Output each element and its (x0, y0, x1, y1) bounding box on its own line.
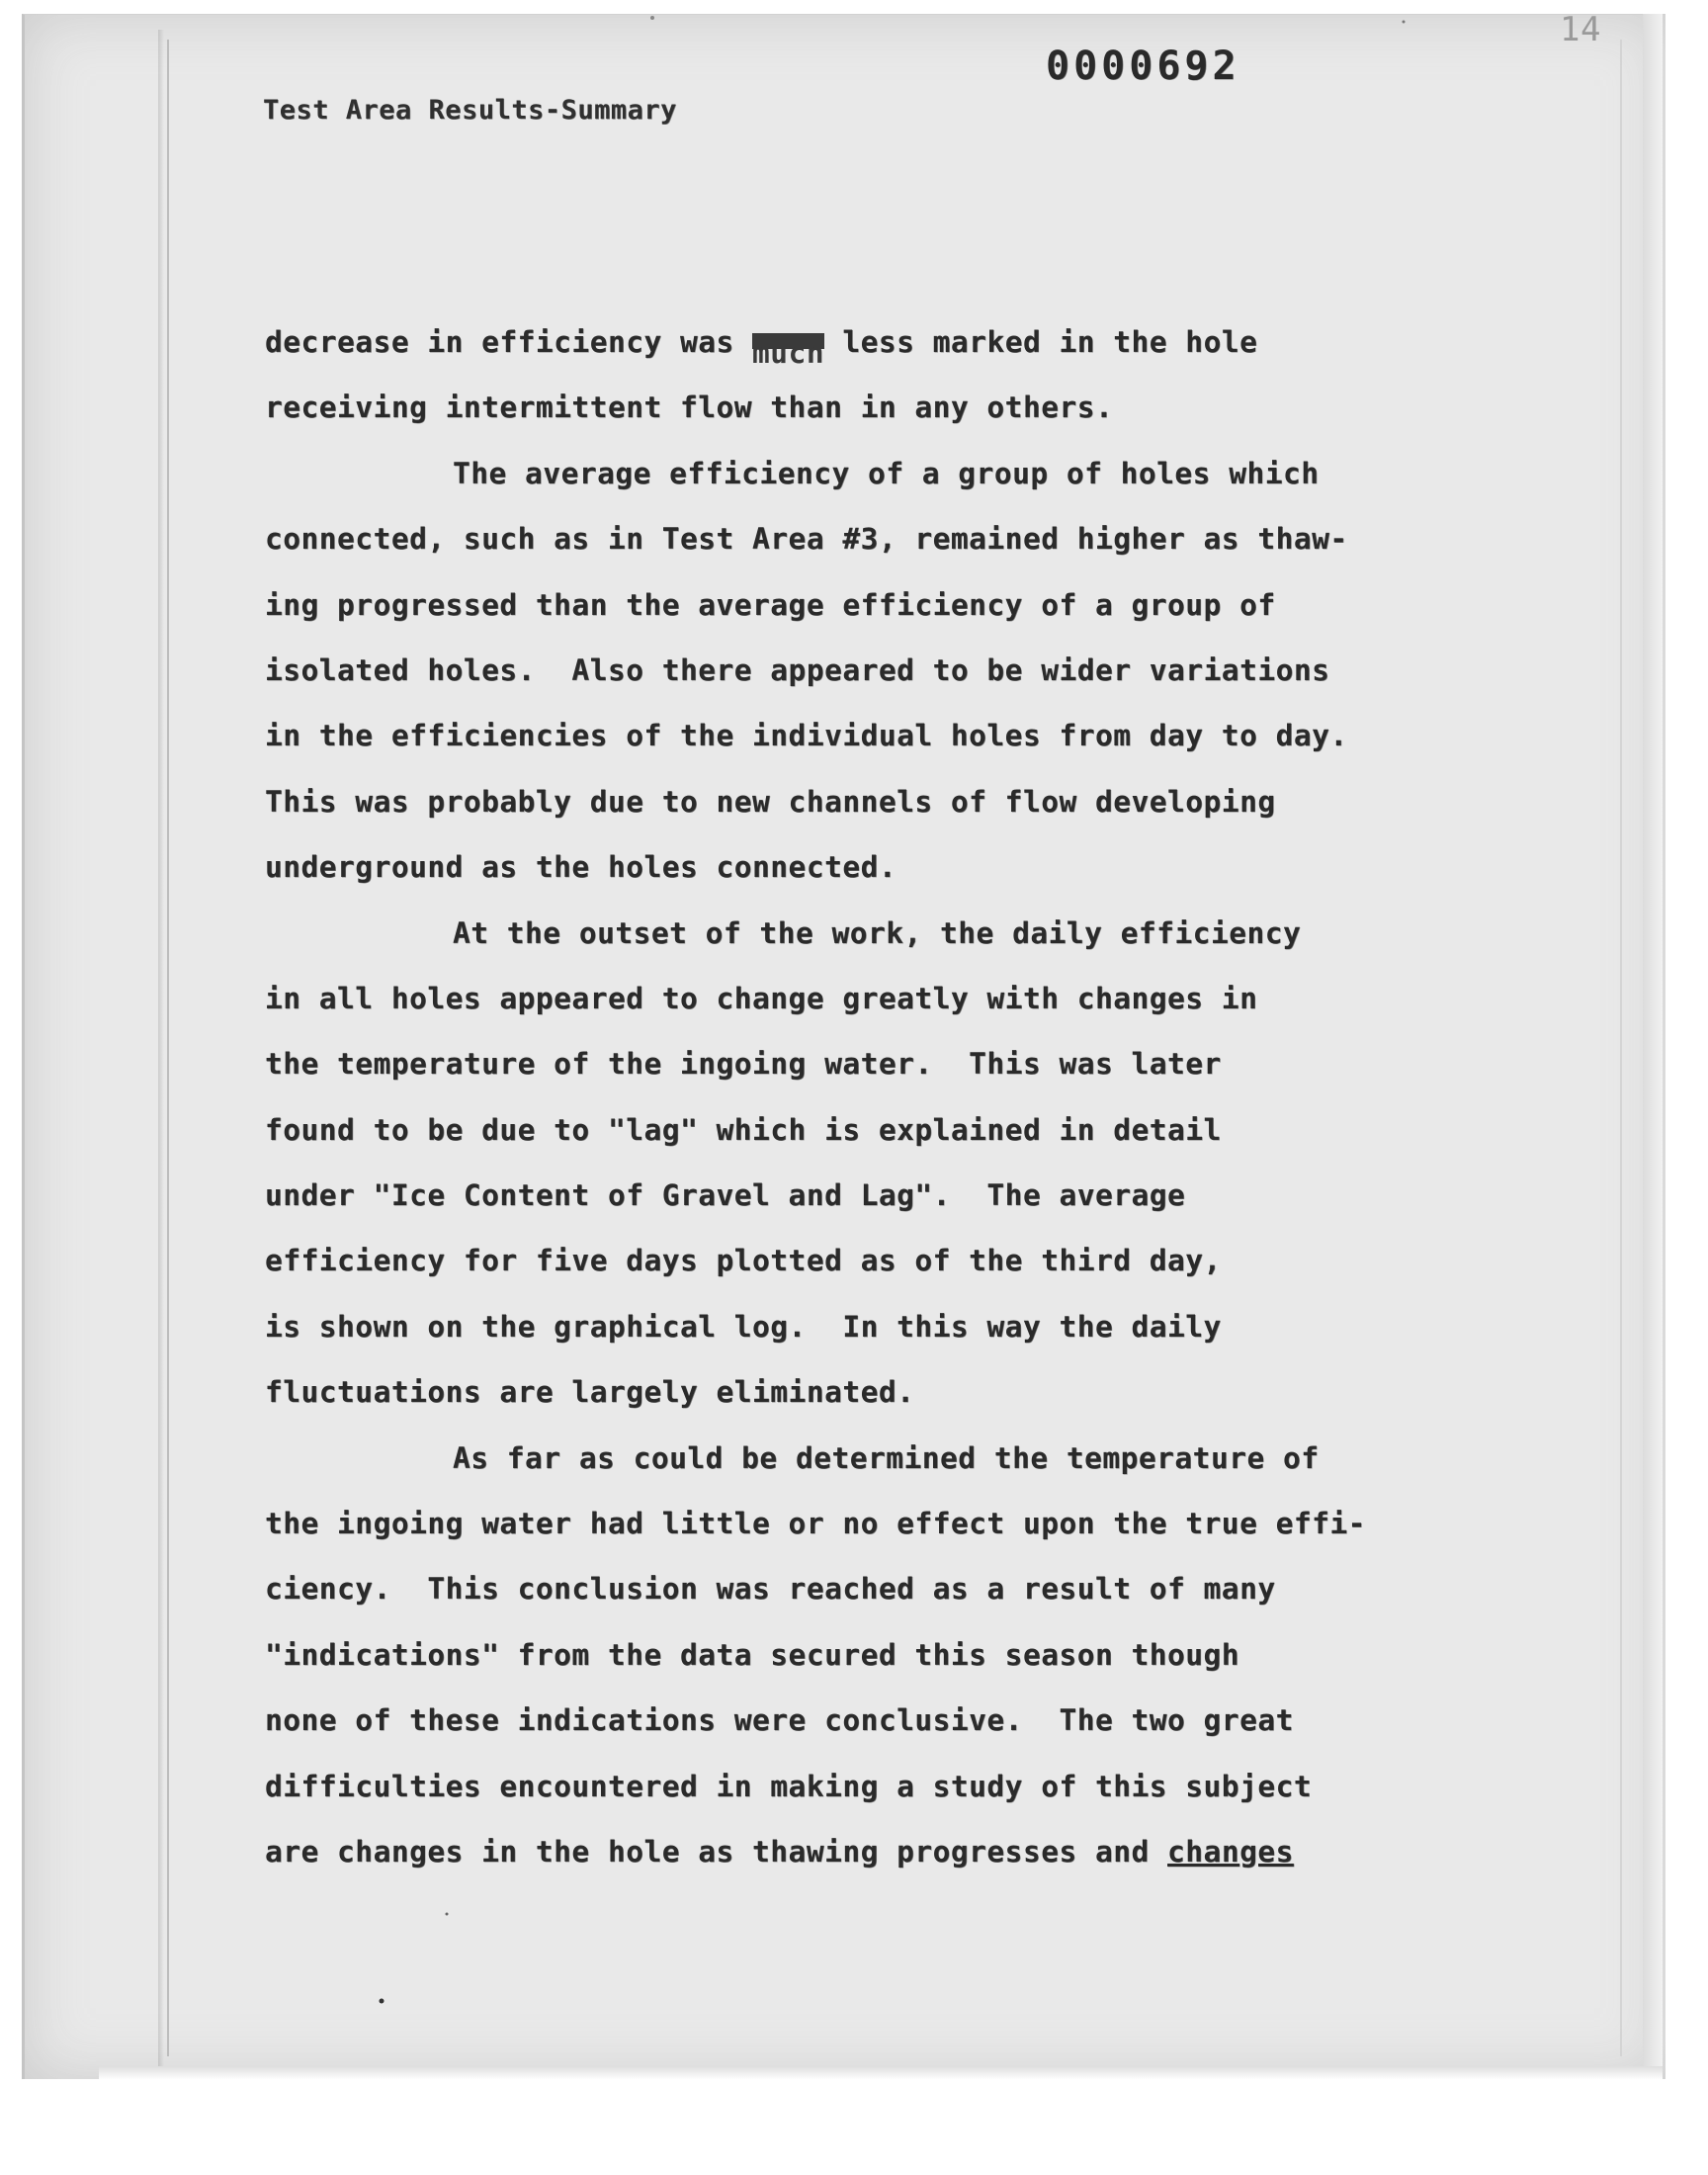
line-text: are changes in the hole as thawing progresses and (265, 1834, 1168, 1869)
text-line: efficiency for five days plotted as of the third day, (265, 1244, 1222, 1278)
text-line: in the efficiencies of the individual holes from day to day. (265, 719, 1348, 753)
text-line: fluctuations are largely eliminated. (265, 1375, 915, 1410)
text-line: ing progressed than the average efficiency of a group of (265, 587, 1276, 622)
text-line: This was probably due to new channels of flow developing (265, 784, 1276, 819)
text-line: underground as the holes connected. (265, 850, 897, 885)
paper-right-edge (1643, 14, 1663, 2078)
text-line: "indications" from the data secured this season though (265, 1637, 1240, 1672)
text-line: connected, such as in Test Area #3, remained higher as thaw- (265, 522, 1348, 557)
text-line: isolated holes. Also there appeared to be wider variations (265, 652, 1330, 687)
page-number-mark: 14 (1560, 10, 1601, 49)
page-heading: Test Area Results-Summary (263, 95, 677, 126)
text-line: found to be due to "lag" which is explained in detail (265, 1112, 1222, 1147)
text-line: the temperature of the ingoing water. This was later (265, 1047, 1222, 1082)
text-line: receiving intermittent flow than in any others. (265, 391, 1114, 425)
paper-bottom-edge (99, 2066, 1663, 2080)
struck-out-word: much (752, 333, 824, 349)
underlined-word: changes (1167, 1834, 1294, 1869)
paragraph-first-line: At the outset of the work, the daily efficiency (453, 915, 1302, 950)
paragraph-first-line: As far as could be determined the temperature of (453, 1440, 1320, 1475)
line-text: less marked in the hole (824, 325, 1258, 359)
line-text: decrease in efficiency was (265, 325, 753, 359)
text-line: is shown on the graphical log. In this way the daily (265, 1309, 1222, 1344)
text-line (265, 1832, 1510, 1897)
document-number: 0000692 (1046, 44, 1240, 89)
text-line: under "Ice Content of Gravel and Lag". The average (265, 1178, 1186, 1213)
text-line: difficulties encountered in making a study of this subject (265, 1769, 1313, 1803)
text-line: the ingoing water had little or no effect upon the true effi- (265, 1507, 1366, 1541)
body-text (265, 322, 1510, 1897)
text-line: in all holes appeared to change greatly with changes in (265, 981, 1258, 1015)
text-line: none of these indications were conclusive. The two great (265, 1703, 1294, 1738)
paragraph-first-line: The average efficiency of a group of holes which (453, 456, 1320, 490)
text-line: ciency. This conclusion was reached as a result of many (265, 1572, 1276, 1607)
text-line (265, 322, 1510, 388)
binding-shadow (158, 30, 164, 2066)
